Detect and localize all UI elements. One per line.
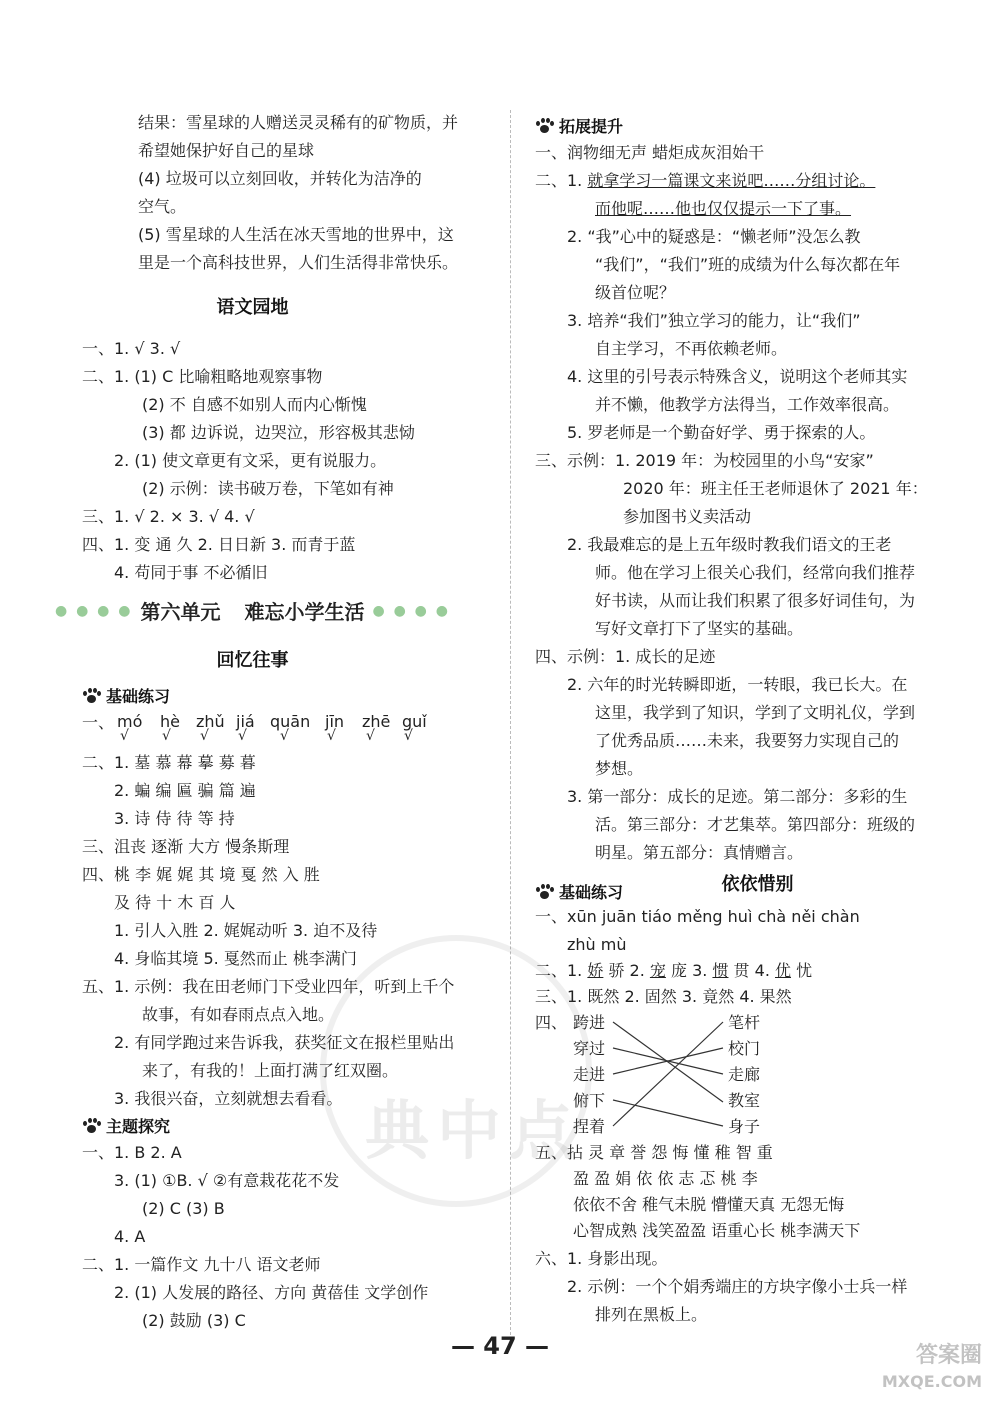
unit-title <box>0 596 505 625</box>
answer-line: 明星。第五部分：真情赠言。 <box>595 843 804 862</box>
answer-line: 六、1. 身影出现。 <box>535 1249 668 1268</box>
answer-line: 四、桃 李 娓 娓 其 境 戛 然 入 胜 <box>82 865 320 884</box>
match-right-item: 走廊 <box>728 1065 761 1084</box>
match-left-item: 俯下 <box>573 1091 606 1110</box>
match-line <box>613 1022 723 1102</box>
match-right-item: 身子 <box>728 1117 761 1136</box>
check-mark: √ <box>120 728 129 744</box>
answer-line: (2) 鼓励 (3) C <box>142 1311 246 1330</box>
answer-line: 梦想。 <box>595 759 644 778</box>
answer-line: 依依不舍 稚气未脱 懵懂天真 无怨无悔 <box>573 1195 845 1214</box>
answer-line: 五、1. 示例：我在田老师门下受业四年，听到上千个 <box>82 977 455 996</box>
answer-line: 4. 身临其境 5. 戛然而止 桃李满门 <box>114 949 357 968</box>
answer-line: 一、1. √ 3. √ <box>82 339 181 358</box>
answer-line: 并不懒，他教学方法得当，工作效率很高。 <box>595 395 900 414</box>
match-right-item: 教室 <box>728 1091 761 1110</box>
unit-number: 第六单元 <box>140 600 221 624</box>
answer-line: 三、1. √ 2. × 3. √ 4. √ <box>82 507 255 526</box>
paw-icon <box>535 884 555 900</box>
answer-line: 2. 示例：一个个娟秀端庄的方块字像小士兵一样 <box>567 1277 908 1296</box>
answer-line: 排列在黑板上。 <box>595 1305 708 1324</box>
answer-line: 二、1. 墓 慕 幕 摹 募 暮 <box>82 753 256 772</box>
lesson-title-yiyi: 依依惜别 <box>721 874 794 895</box>
section-zhuti <box>82 1114 170 1137</box>
match-left-item: 跨进 <box>573 1013 606 1032</box>
question-prefix: 四、 <box>535 1013 568 1032</box>
answer-line: 盈 盈 娟 依 依 志 忑 桃 李 <box>573 1169 758 1188</box>
answer-line: 3. (1) ①B. √ ②有意栽花花不发 <box>114 1171 340 1190</box>
answer-line: 3. 培养“我们”独立学习的能力，让“我们” <box>567 311 861 330</box>
section-label: 主题探究 <box>106 1117 171 1136</box>
paw-icon <box>535 118 555 134</box>
decorative-dots: ● ● ● ● <box>372 602 450 619</box>
answer-line: 二、1. (1) C 比喻粗略地观察事物 <box>82 367 323 386</box>
underlined-char: 娇 <box>587 961 604 980</box>
answer-text: 骄 2. <box>603 961 650 980</box>
answer-line: 级首位呢？ <box>595 283 676 302</box>
answer-line: 心智成熟 浅笑盈盈 语重心长 桃李满天下 <box>573 1221 861 1240</box>
pinyin-item: zhē <box>362 712 391 731</box>
answer-line: 师。他在学习上很关心我们，经常向我们推荐 <box>595 563 916 582</box>
answer-line: “我们”，“我们”班的成绩为什么每次都在年 <box>595 255 901 274</box>
answer-text: 贯 4. <box>728 961 775 980</box>
answer-line: 自主学习，不再依赖老师。 <box>595 339 788 358</box>
logo-sub-text: MXQE.COM <box>881 1372 982 1391</box>
match-right-item: 笔杆 <box>728 1013 761 1032</box>
answer-line: (2) C (3) B <box>142 1199 225 1218</box>
answer-line: 里是一个高科技世界，人们生活得非常快乐。 <box>138 253 459 272</box>
answer-line: 三、1. 既然 2. 固然 3. 竟然 4. 果然 <box>535 987 792 1006</box>
answer-line: 四、示例：1. 成长的足迹 <box>535 647 716 666</box>
site-logo <box>882 1343 982 1395</box>
check-mark: √ <box>404 728 413 744</box>
answer-line: 写好文章打下了坚实的基础。 <box>595 619 804 638</box>
answer-line: 了优秀品质……未来，我要努力实现自己的 <box>595 731 900 750</box>
match-line <box>613 1022 723 1126</box>
answer-line: 三、沮丧 逐渐 大方 慢条斯理 <box>82 837 290 856</box>
pinyin-item: zhǔ <box>196 712 225 731</box>
answer-line: 二、1. 一篇作文 九十八 语文老师 <box>82 1255 321 1274</box>
logo-main-text: 答案圈 <box>915 1343 982 1368</box>
answer-line: 活。第三部分：才艺集萃。第四部分：班级的 <box>595 815 916 834</box>
answer-line: 一、1. B 2. A <box>82 1143 182 1162</box>
answer-line: 2. (1) 人发展的路径、方向 黄蓓佳 文学创作 <box>114 1283 429 1302</box>
section-jichu <box>82 684 170 707</box>
answer-line: 故事，有如春雨点点入地。 <box>142 1005 335 1024</box>
answer-text: 忧 <box>791 961 813 980</box>
answer-line: 2020 年：班主任王老师退休了 2021 年： <box>623 479 928 498</box>
answer-line: 4. A <box>114 1227 146 1246</box>
answer-line: 2. 蝙 编 匾 骗 篇 遍 <box>114 781 256 800</box>
answer-line: 2. 六年的时光转瞬即逝，一转眼，我已长大。在 <box>567 675 908 694</box>
page-number: — 47 — <box>450 1332 550 1360</box>
check-mark: √ <box>280 728 289 744</box>
section-label: 基础练习 <box>106 687 171 706</box>
answer-line: (2) 不 自感不如别人而内心惭愧 <box>142 395 367 414</box>
answer-line: (3) 都 边诉说，边哭泣，形容极其悲恸 <box>142 423 415 442</box>
section-label: 拓展提升 <box>559 117 624 136</box>
answer-line: 2. (1) 使文章更有文采，更有说服力。 <box>114 451 387 470</box>
pinyin-item: mó <box>117 712 143 731</box>
check-mark: √ <box>238 728 247 744</box>
question-prefix: 二、1. <box>535 171 588 190</box>
answer-line: 2. “我”心中的疑惑是：“懒老师”没怎么教 <box>567 227 861 246</box>
answer-line: (2) 示例：读书破万卷，下笔如有神 <box>142 479 394 498</box>
pinyin-answer-line: 一、xūn juān tiáo měng huì chà něi chàn <box>535 907 860 926</box>
decorative-dots: ● ● ● ● <box>55 602 133 619</box>
answer-line: 3. 我很兴奋，立刻就想去看看。 <box>114 1089 343 1108</box>
answer-line: 空气。 <box>138 197 187 216</box>
answer-line: 2. 我最难忘的是上五年级时教我们语文的王老 <box>567 535 892 554</box>
underlined-char: 宠 <box>649 961 666 980</box>
section-jichu-2 <box>535 880 623 903</box>
question-prefix: 一、 <box>82 713 115 732</box>
pinyin-item: quān <box>270 712 311 731</box>
underlined-char: 惯 <box>712 961 729 980</box>
answer-line: 4. 这里的引号表示特殊含义，说明这个老师其实 <box>567 367 908 386</box>
answer-line: 来了，有我的！上面打满了红双圈。 <box>142 1061 399 1080</box>
lesson-title-huiyi: 回忆往事 <box>216 650 289 671</box>
match-left-item: 走进 <box>573 1065 606 1084</box>
match-right-item: 校门 <box>728 1039 761 1058</box>
answer-line: (5) 雪星球的人生活在冰天雪地的世界中，这 <box>138 225 454 244</box>
match-left-item: 捏着 <box>573 1117 606 1136</box>
answer-line <box>535 960 812 982</box>
underlined-answer: 就拿学习一篇课文来说吧……分组讨论。 <box>587 171 876 190</box>
pinyin-item: jīn <box>325 712 345 731</box>
answer-line: 1. 引人入胜 2. 娓娓动听 3. 迫不及待 <box>114 921 378 940</box>
section-label: 基础练习 <box>559 883 624 902</box>
answer-line: 及 待 十 木 百 人 <box>114 893 236 912</box>
answer-line: (4) 垃圾可以立刻回收，并转化为洁净的 <box>138 169 422 188</box>
answer-line: 五、拈 灵 章 誉 怨 悔 懂 稚 智 重 <box>535 1143 773 1162</box>
paw-icon <box>82 1118 102 1134</box>
answer-line: 参加图书义卖活动 <box>623 507 752 526</box>
check-mark: √ <box>366 728 375 744</box>
pinyin-answer-line: zhù mù <box>567 935 627 954</box>
answer-line: 三、示例：1. 2019 年：为校园里的小鸟“安家” <box>535 451 874 470</box>
match-left-item: 穿过 <box>573 1039 606 1058</box>
answer-line: 这里，我学到了知识，学到了文明礼仪，学到 <box>595 703 916 722</box>
check-mark: √ <box>162 728 171 744</box>
underlined-char: 优 <box>775 961 792 980</box>
answer-line: 四、1. 变 通 久 2. 日日新 3. 而青于蓝 <box>82 535 356 554</box>
section-heading-yuwen: 语文园地 <box>216 297 289 318</box>
unit-name: 难忘小学生活 <box>244 600 365 624</box>
answer-line: 3. 第一部分：成长的足迹。第二部分：多彩的生 <box>567 787 908 806</box>
answer-line <box>535 170 875 192</box>
question-prefix: 二、1. <box>535 961 588 980</box>
pinyin-item: guǐ <box>402 712 427 731</box>
match-line <box>613 1100 723 1126</box>
answer-line: 一、润物细无声 蜡炬成灰泪始干 <box>535 143 765 162</box>
pinyin-item: jiá <box>236 712 255 731</box>
answer-line: 5. 罗老师是一个勤奋好学、勇于探索的人。 <box>567 423 876 442</box>
underlined-answer: 而他呢……他也仅仅提示一下了事。 <box>595 199 852 218</box>
answer-line: 4. 苟同于事 不必循旧 <box>114 563 268 582</box>
answer-text: 庞 3. <box>665 961 713 980</box>
watermark-text: 典中点 <box>365 1095 581 1169</box>
section-tuozhan <box>535 114 623 137</box>
answer-line: 2. 有同学跑过来告诉我，获奖征文在报栏里贴出 <box>114 1033 455 1052</box>
answer-line: 希望她保护好自己的星球 <box>138 141 315 160</box>
check-mark: √ <box>200 728 209 744</box>
pinyin-item: hè <box>160 712 180 731</box>
answer-line: 好书读，从而让我们积累了很多好词佳句，为 <box>595 591 916 610</box>
answer-line: 3. 诗 侍 待 等 持 <box>114 809 235 828</box>
paw-icon <box>82 688 102 704</box>
answer-line: 结果：雪星球的人赠送灵灵稀有的矿物质，并 <box>138 113 459 132</box>
check-mark: √ <box>327 728 336 744</box>
